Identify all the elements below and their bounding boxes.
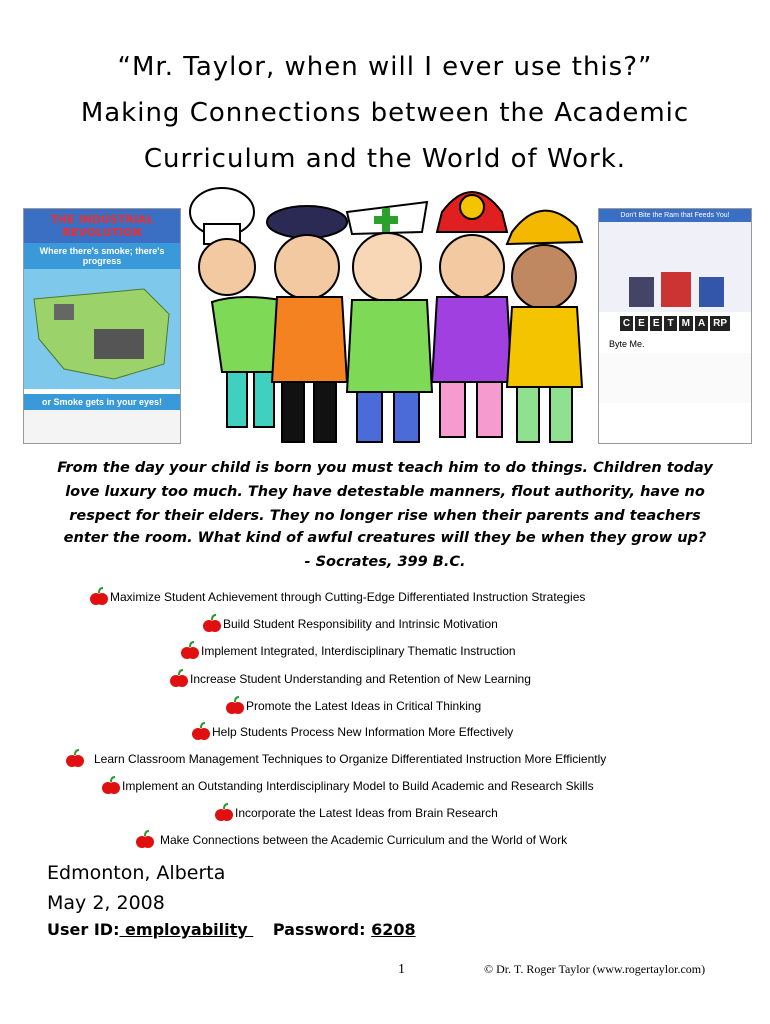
poster-left-title: THE INDUSTRIAL REVOLUTION: [24, 209, 180, 243]
page-number: 1: [398, 962, 405, 977]
poster-right-letter-row: [599, 312, 751, 335]
bullet-text: Increase Student Understanding and Retention of New Learning: [190, 672, 531, 686]
letter-tile: RP: [710, 316, 730, 331]
user-id-label: User ID:: [47, 920, 120, 939]
apple-icon: [66, 749, 84, 769]
credentials: [47, 920, 416, 939]
bullet-text: Maximize Student Achievement through Cutting-Edge Differentiated Instruction Strategies: [110, 590, 586, 604]
poster-left-subtitle: Where there's smoke; there's progress: [24, 243, 180, 269]
apple-icon: [181, 641, 199, 661]
quote-line-2: love luxury too much. They have detestable manners, flout authority, have no: [65, 484, 705, 500]
bullet-text: Learn Classroom Management Techniques to Organize Differentiated Instruction More Efficiently: [94, 752, 607, 766]
apple-icon: [90, 587, 108, 607]
title-line-3: Curriculum and the World of Work.: [143, 144, 627, 174]
computer-poster: [598, 208, 752, 444]
list-item: [226, 696, 481, 716]
cartoon-kids-illustration: [182, 172, 598, 454]
quote-line-3: respect for their elders. They no longer rise when their parents and teachers: [69, 508, 701, 524]
list-item: [181, 641, 516, 661]
bullet-text: Implement an Outstanding Interdisciplinary Model to Build Academic and Research Skills: [122, 779, 594, 793]
bullet-text: Make Connections between the Academic Curriculum and the World of Work: [160, 833, 568, 847]
letter-tile: T: [664, 316, 676, 331]
letter-tile: M: [679, 316, 693, 331]
copyright: © Dr. T. Roger Taylor (www.rogertaylor.com): [484, 962, 706, 976]
apple-icon: [226, 696, 244, 716]
apple-icon: [136, 830, 154, 850]
letter-tile: A: [695, 316, 708, 331]
password-label: Password:: [272, 920, 366, 939]
password-value: 6208: [371, 920, 416, 939]
letter-tile: E: [635, 316, 648, 331]
quote-attribution: - Socrates, 399 B.C.: [304, 554, 466, 570]
bullet-text: Build Student Responsibility and Intrinsic Motivation: [223, 617, 498, 631]
user-id-value: employability: [119, 920, 254, 939]
poster-left-bottom-text: or Smoke gets in your eyes!: [24, 394, 180, 410]
quote-line-4: enter the room. What kind of awful creatures will they be when they grow up?: [63, 530, 707, 546]
list-item: [90, 587, 585, 607]
list-item: [215, 803, 498, 823]
list-item: [136, 830, 567, 850]
quote-line-1: From the day your child is born you must teach him to do things. Children today: [57, 460, 713, 476]
apple-icon: [192, 722, 210, 742]
bullet-text: Promote the Latest Ideas in Critical Thinking: [246, 699, 482, 713]
bullet-text: Help Students Process New Information More Effectively: [212, 725, 514, 739]
list-item: [192, 722, 513, 742]
letter-tile: C: [620, 316, 633, 331]
location: Edmonton, Alberta: [47, 862, 226, 884]
bullet-text: Implement Integrated, Interdisciplinary Thematic Instruction: [201, 644, 516, 658]
poster-right-footer-block: [599, 353, 751, 403]
letter-tile: E: [650, 316, 663, 331]
apple-icon: [170, 669, 188, 689]
list-item: [170, 669, 531, 689]
date: May 2, 2008: [47, 892, 165, 914]
industrial-revolution-poster: [23, 208, 181, 444]
poster-right-byte-me: Byte Me.: [609, 339, 645, 349]
apple-icon: [102, 776, 120, 796]
poster-right-images: [599, 222, 751, 312]
poster-right-title: Don't Bite the Ram that Feeds You!: [599, 209, 751, 222]
apple-icon: [215, 803, 233, 823]
bullet-text: Incorporate the Latest Ideas from Brain Research: [235, 806, 498, 820]
title-line-2: Making Connections between the Academic: [80, 98, 690, 128]
list-item: [66, 749, 606, 769]
list-item: [102, 776, 594, 796]
apple-icon: [203, 614, 221, 634]
poster-left-footer-block: [24, 410, 180, 444]
usa-map-image: [24, 269, 180, 389]
title-line-1: “Mr. Taylor, when will I ever use this?”: [117, 52, 653, 82]
list-item: [203, 614, 498, 634]
